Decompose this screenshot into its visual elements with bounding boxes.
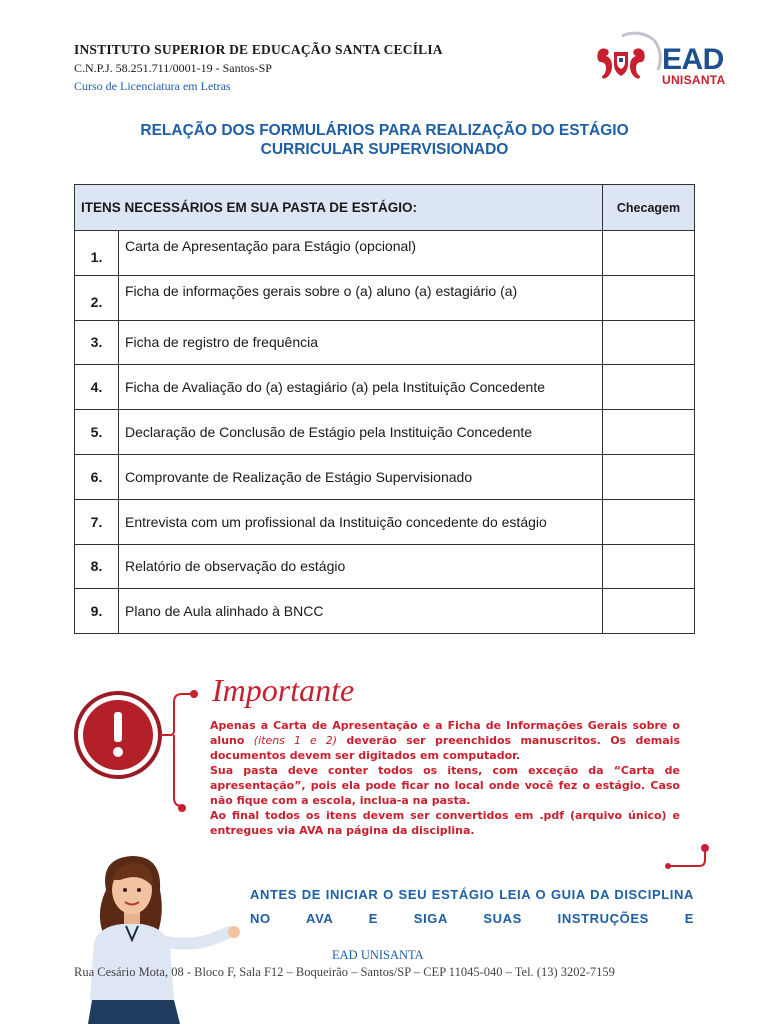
row-check-cell[interactable]: [603, 589, 695, 634]
row-description: Carta de Apresentação para Estágio (opcional): [119, 231, 603, 276]
row-number: 5.: [75, 410, 119, 455]
table-row: [75, 454, 695, 499]
table-row: [75, 499, 695, 544]
row-check-cell[interactable]: [603, 320, 695, 365]
row-description: Declaração de Conclusão de Estágio pela Instituição Concedente: [119, 410, 603, 455]
row-description: Ficha de Avaliação do (a) estagiário (a) pela Instituição Concedente: [119, 365, 603, 410]
important-p1-c: deverão ser preenchidos manuscritos. Os demais documentos devem ser digitados em computador.: [210, 734, 680, 762]
document-title-line1: RELAÇÃO DOS FORMULÁRIOS PARA REALIZAÇÃO DO ESTÁGIO: [140, 122, 629, 139]
header-items: ITENS NECESSÁRIOS EM SUA PASTA DE ESTÁGIO:: [75, 185, 603, 231]
alert-graphic: [70, 680, 220, 820]
footer-name: EAD UNISANTA: [332, 948, 424, 962]
exclamation-icon: [114, 712, 122, 742]
table-row: [75, 589, 695, 634]
important-text: [210, 718, 680, 838]
row-number: 7.: [75, 499, 119, 544]
forms-checklist-table: [74, 184, 695, 634]
important-p1-b: (itens 1 e 2): [253, 734, 338, 747]
important-paragraph-1: [210, 718, 680, 763]
row-check-cell[interactable]: [603, 275, 695, 320]
document-title-line2: CURRICULAR SUPERVISIONADO: [260, 141, 509, 158]
row-description: Ficha de informações gerais sobre o (a) aluno (a) estagiário (a): [119, 275, 603, 320]
logo-wordmark: [662, 43, 726, 87]
logo-unisanta-text: UNISANTA: [662, 73, 726, 87]
row-check-cell[interactable]: [603, 454, 695, 499]
row-check-cell[interactable]: [603, 544, 695, 589]
row-check-cell[interactable]: [603, 499, 695, 544]
row-number: 9.: [75, 589, 119, 634]
course-name: Curso de Licenciatura em Letras: [74, 79, 231, 93]
row-description: Relatório de observação do estágio: [119, 544, 603, 589]
row-description: Plano de Aula alinhado à BNCC: [119, 589, 603, 634]
table-row: [75, 410, 695, 455]
table-row: [75, 544, 695, 589]
table-header-row: [75, 185, 695, 231]
row-number: 2.: [75, 275, 119, 320]
table-row: [75, 275, 695, 320]
logo-ead-text: EAD: [662, 43, 724, 76]
woman-illustration: [70, 850, 245, 1024]
institution-name: INSTITUTO SUPERIOR DE EDUCAÇÃO SANTA CECÍLIA: [74, 42, 443, 57]
row-check-cell[interactable]: [603, 231, 695, 276]
institution-cnpj: C.N.P.J. 58.251.711/0001-19 - Santos-SP: [74, 61, 272, 75]
row-number: 8.: [75, 544, 119, 589]
document-title: [74, 121, 695, 159]
row-number: 3.: [75, 320, 119, 365]
row-description: Entrevista com um profissional da Instituição concedente do estágio: [119, 499, 603, 544]
institution-header: [74, 42, 443, 94]
important-paragraph-2: Sua pasta deve conter todos os itens, com exceção da “Carta de apresentação”, pois ela pode ficar no local onde você fez o estágio. Caso não fique com a escola, inclua-a na pasta.: [210, 764, 680, 807]
table-row: [75, 365, 695, 410]
notice-text: ANTES DE INICIAR O SEU ESTÁGIO LEIA O GUIA DA DISCIPLINA NO AVA E SIGA SUAS INSTRUÇÕES E: [250, 887, 694, 926]
table-row: [75, 320, 695, 365]
footer-address: Rua Cesário Mota, 08 - Bloco F, Sala F12 – Boqueirão – Santos/SP – CEP 11045-040 – Tel. (13) 3202-7159: [74, 965, 615, 979]
row-check-cell[interactable]: [603, 365, 695, 410]
table-row: [75, 231, 695, 276]
row-description: Ficha de registro de frequência: [119, 320, 603, 365]
important-heading: Importante: [212, 672, 355, 708]
row-number: 1.: [75, 231, 119, 276]
row-number: 6.: [75, 454, 119, 499]
row-number: 4.: [75, 365, 119, 410]
important-p1-a: Apenas a Carta de Apresentação e a Ficha de Informações Gerais sobre o aluno: [210, 719, 680, 747]
row-check-cell[interactable]: [603, 410, 695, 455]
header-checagem: Checagem: [603, 185, 695, 231]
row-description: Comprovante de Realização de Estágio Supervisionado: [119, 454, 603, 499]
important-paragraph-3: Ao final todos os itens devem ser convertidos em .pdf (arquivo único) e entregues via AVA na página da disciplina.: [210, 809, 680, 837]
